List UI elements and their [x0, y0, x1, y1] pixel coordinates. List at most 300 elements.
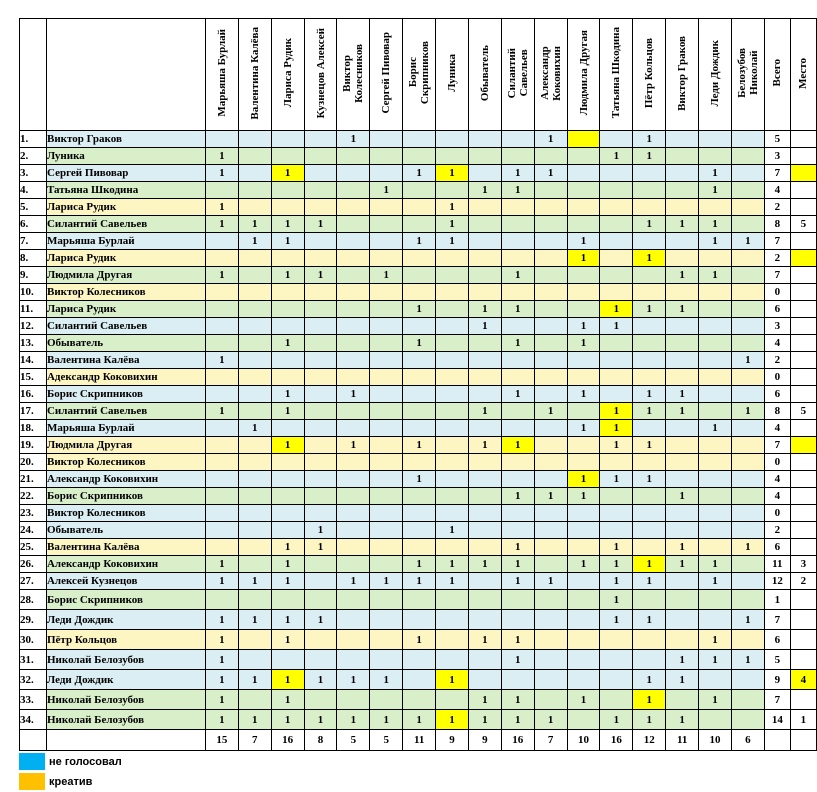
vote-cell: 1: [205, 148, 238, 165]
row-total: 7: [764, 233, 790, 250]
column-total: 7: [238, 730, 271, 751]
vote-cell: [468, 369, 501, 386]
vote-cell: 1: [666, 539, 699, 556]
vote-cell: [238, 403, 271, 420]
vote-cell: [304, 573, 337, 590]
vote-cell: 1: [271, 630, 304, 650]
row-name: Адександр Коковихин: [46, 369, 205, 386]
vote-cell: [271, 488, 304, 505]
row-place: [790, 318, 816, 335]
vote-cell: 1: [567, 386, 600, 403]
vote-cell: [238, 690, 271, 710]
vote-cell: [501, 522, 534, 539]
vote-cell: [468, 610, 501, 630]
vote-cell: [699, 610, 732, 630]
vote-cell: [304, 284, 337, 301]
table-row: [20, 610, 817, 630]
row-name: Пётр Кольцов: [46, 630, 205, 650]
vote-cell: 1: [304, 670, 337, 690]
vote-cell: 1: [403, 573, 436, 590]
vote-cell: [271, 454, 304, 471]
row-name: Николай Белозубов: [46, 690, 205, 710]
vote-cell: 1: [271, 216, 304, 233]
vote-cell: 1: [699, 573, 732, 590]
column-total: 9: [436, 730, 469, 751]
vote-cell: 1: [271, 556, 304, 573]
vote-cell: [567, 182, 600, 199]
vote-cell: 1: [666, 556, 699, 573]
column-total: 15: [205, 730, 238, 751]
vote-cell: [501, 454, 534, 471]
row-total: 2: [764, 250, 790, 267]
vote-cell: 1: [403, 630, 436, 650]
vote-cell: 1: [271, 267, 304, 284]
vote-cell: 1: [205, 403, 238, 420]
table-row: [20, 284, 817, 301]
row-total: 7: [764, 437, 790, 454]
vote-cell: [468, 284, 501, 301]
vote-cell: 1: [666, 301, 699, 318]
table-row: [20, 556, 817, 573]
row-name: Силантий Савельев: [46, 216, 205, 233]
vote-cell: 1: [436, 670, 469, 690]
vote-cell: [205, 301, 238, 318]
vote-cell: [731, 318, 764, 335]
vote-cell: 1: [271, 573, 304, 590]
vote-cell: 1: [403, 710, 436, 730]
vote-cell: [304, 182, 337, 199]
vote-cell: [304, 250, 337, 267]
totals-blank: [764, 730, 790, 751]
column-header-label: Кузнецов Алексей: [314, 27, 327, 119]
row-place: [790, 539, 816, 556]
vote-cell: [731, 216, 764, 233]
vote-cell: 1: [370, 267, 403, 284]
vote-cell: 1: [370, 573, 403, 590]
column-header-label: Марьяша Бурлай: [215, 29, 228, 117]
vote-cell: [600, 131, 633, 148]
vote-cell: [699, 403, 732, 420]
table-row: [20, 573, 817, 590]
vote-cell: 1: [238, 610, 271, 630]
vote-cell: [567, 505, 600, 522]
vote-cell: 1: [271, 233, 304, 250]
vote-cell: [403, 610, 436, 630]
vote-cell: 1: [567, 335, 600, 352]
row-place: [790, 148, 816, 165]
vote-cell: [567, 165, 600, 182]
row-name: Алексей Кузнецов: [46, 573, 205, 590]
vote-cell: 1: [633, 610, 666, 630]
row-place: 3: [790, 556, 816, 573]
vote-cell: [238, 165, 271, 182]
row-place: [790, 630, 816, 650]
column-header: [468, 19, 501, 131]
vote-cell: [436, 182, 469, 199]
row-place: 4: [790, 670, 816, 690]
vote-cell: [304, 148, 337, 165]
vote-cell: [370, 488, 403, 505]
vote-cell: 1: [271, 403, 304, 420]
vote-cell: 1: [633, 131, 666, 148]
column-header-label: Пётр Кольцов: [643, 37, 656, 109]
legend-swatch-blue: [19, 753, 45, 770]
vote-cell: [403, 522, 436, 539]
vote-cell: [205, 488, 238, 505]
row-number: 8.: [20, 250, 47, 267]
vote-cell: [304, 437, 337, 454]
column-header-label: Леди Дождик: [709, 39, 722, 107]
table-row: [20, 386, 817, 403]
vote-cell: [205, 369, 238, 386]
vote-cell: [600, 650, 633, 670]
vote-cell: [567, 301, 600, 318]
vote-cell: 1: [633, 148, 666, 165]
vote-cell: [567, 352, 600, 369]
vote-cell: [468, 420, 501, 437]
row-place: [790, 131, 816, 148]
vote-cell: [436, 250, 469, 267]
column-total: 12: [633, 730, 666, 751]
row-total: 0: [764, 284, 790, 301]
vote-cell: [403, 454, 436, 471]
vote-cell: 1: [271, 690, 304, 710]
voting-table-container: [19, 18, 817, 751]
vote-cell: 1: [600, 437, 633, 454]
vote-cell: 1: [666, 386, 699, 403]
vote-cell: [567, 267, 600, 284]
vote-cell: 1: [205, 199, 238, 216]
column-header: [633, 19, 666, 131]
vote-cell: [501, 352, 534, 369]
vote-cell: [501, 590, 534, 610]
row-total: 7: [764, 165, 790, 182]
row-number: 13.: [20, 335, 47, 352]
vote-cell: [337, 369, 370, 386]
vote-cell: 1: [271, 335, 304, 352]
vote-cell: 1: [567, 488, 600, 505]
vote-cell: [567, 539, 600, 556]
vote-cell: [370, 590, 403, 610]
vote-cell: [403, 690, 436, 710]
vote-cell: [304, 556, 337, 573]
column-header-label: Александр Коковихин: [538, 45, 563, 101]
row-place: [790, 250, 816, 267]
row-total: 4: [764, 488, 790, 505]
vote-cell: [699, 199, 732, 216]
vote-cell: [567, 522, 600, 539]
vote-cell: [666, 690, 699, 710]
vote-cell: 1: [666, 488, 699, 505]
vote-cell: 1: [501, 165, 534, 182]
column-header-label: Обыватель: [478, 44, 491, 102]
vote-cell: [205, 250, 238, 267]
vote-cell: 1: [304, 216, 337, 233]
vote-cell: [337, 505, 370, 522]
vote-cell: [468, 199, 501, 216]
vote-cell: [534, 233, 567, 250]
table-row: [20, 165, 817, 182]
row-place: 5: [790, 216, 816, 233]
vote-cell: [468, 471, 501, 488]
vote-cell: [731, 590, 764, 610]
column-header-label: Сергей Пивовар: [380, 32, 393, 114]
vote-cell: [501, 610, 534, 630]
vote-cell: [731, 267, 764, 284]
legend-item-creative: [19, 772, 122, 791]
row-name: Татьяна Шкодина: [46, 182, 205, 199]
vote-cell: 1: [468, 630, 501, 650]
vote-cell: [337, 318, 370, 335]
vote-cell: [337, 556, 370, 573]
vote-cell: [699, 437, 732, 454]
vote-cell: [271, 505, 304, 522]
vote-cell: [567, 148, 600, 165]
vote-cell: 1: [403, 437, 436, 454]
vote-cell: [534, 335, 567, 352]
vote-cell: [436, 301, 469, 318]
row-number: 7.: [20, 233, 47, 250]
vote-cell: [731, 131, 764, 148]
vote-cell: [699, 505, 732, 522]
vote-cell: [731, 670, 764, 690]
vote-cell: [370, 335, 403, 352]
column-total: 16: [501, 730, 534, 751]
vote-cell: [238, 318, 271, 335]
vote-cell: 1: [436, 165, 469, 182]
vote-cell: [633, 590, 666, 610]
row-place: [790, 420, 816, 437]
row-number: 29.: [20, 610, 47, 630]
vote-cell: [205, 182, 238, 199]
vote-cell: [666, 573, 699, 590]
vote-cell: [468, 148, 501, 165]
vote-cell: [567, 454, 600, 471]
vote-cell: [337, 650, 370, 670]
vote-cell: [534, 250, 567, 267]
vote-cell: [633, 352, 666, 369]
vote-cell: [731, 556, 764, 573]
vote-cell: [633, 522, 666, 539]
vote-cell: [468, 352, 501, 369]
vote-cell: [666, 199, 699, 216]
vote-cell: [699, 284, 732, 301]
vote-cell: 1: [600, 301, 633, 318]
row-place: [790, 471, 816, 488]
row-number: 30.: [20, 630, 47, 650]
vote-cell: [633, 369, 666, 386]
vote-cell: 1: [534, 165, 567, 182]
row-place: [790, 610, 816, 630]
vote-cell: 1: [468, 403, 501, 420]
vote-cell: [436, 590, 469, 610]
vote-cell: [238, 199, 271, 216]
column-header: [699, 19, 732, 131]
vote-cell: 1: [468, 301, 501, 318]
vote-cell: 1: [699, 650, 732, 670]
vote-cell: [337, 420, 370, 437]
vote-cell: [468, 216, 501, 233]
vote-cell: 1: [633, 386, 666, 403]
column-header: [238, 19, 271, 131]
vote-cell: [271, 199, 304, 216]
vote-cell: [666, 335, 699, 352]
vote-cell: [567, 670, 600, 690]
column-header: [436, 19, 469, 131]
vote-cell: [304, 352, 337, 369]
row-number: 2.: [20, 148, 47, 165]
vote-cell: [205, 437, 238, 454]
vote-cell: 1: [468, 690, 501, 710]
vote-cell: [271, 352, 304, 369]
row-number: 11.: [20, 301, 47, 318]
vote-cell: 1: [205, 352, 238, 369]
vote-cell: [304, 403, 337, 420]
vote-cell: [633, 165, 666, 182]
vote-cell: [238, 386, 271, 403]
row-total: 4: [764, 182, 790, 199]
vote-cell: [731, 630, 764, 650]
vote-cell: 1: [567, 690, 600, 710]
vote-cell: [403, 148, 436, 165]
vote-cell: [238, 250, 271, 267]
vote-cell: [468, 454, 501, 471]
vote-cell: [304, 590, 337, 610]
vote-cell: 1: [731, 539, 764, 556]
vote-cell: [436, 610, 469, 630]
vote-cell: [238, 284, 271, 301]
vote-cell: [534, 522, 567, 539]
vote-cell: [633, 539, 666, 556]
row-number: 21.: [20, 471, 47, 488]
column-header-label: Лариса Рудик: [281, 38, 294, 108]
vote-cell: [534, 690, 567, 710]
vote-cell: [633, 267, 666, 284]
vote-cell: 1: [600, 420, 633, 437]
row-total: 4: [764, 420, 790, 437]
vote-cell: [205, 335, 238, 352]
column-header-label: Валентина Калёва: [248, 26, 261, 120]
vote-cell: 1: [600, 610, 633, 630]
vote-cell: 1: [600, 590, 633, 610]
vote-cell: 1: [205, 267, 238, 284]
row-name: Виктор Колесников: [46, 454, 205, 471]
vote-cell: [468, 539, 501, 556]
vote-cell: 1: [337, 670, 370, 690]
vote-cell: [468, 250, 501, 267]
vote-cell: 1: [205, 216, 238, 233]
row-total: 0: [764, 369, 790, 386]
vote-cell: [436, 539, 469, 556]
row-total: 3: [764, 148, 790, 165]
vote-cell: [699, 539, 732, 556]
vote-cell: 1: [699, 233, 732, 250]
vote-cell: [205, 471, 238, 488]
vote-cell: [534, 352, 567, 369]
vote-cell: 1: [600, 556, 633, 573]
vote-cell: [666, 148, 699, 165]
vote-cell: [501, 403, 534, 420]
vote-cell: 1: [436, 710, 469, 730]
vote-cell: [501, 318, 534, 335]
vote-cell: [337, 690, 370, 710]
vote-cell: [205, 318, 238, 335]
vote-cell: 1: [238, 420, 271, 437]
vote-cell: [271, 650, 304, 670]
table-row: [20, 539, 817, 556]
vote-cell: [271, 301, 304, 318]
column-header-total: [764, 19, 790, 131]
vote-cell: [238, 267, 271, 284]
vote-cell: [337, 148, 370, 165]
vote-cell: [731, 488, 764, 505]
column-total: 16: [271, 730, 304, 751]
row-name: Марьяша Бурлай: [46, 233, 205, 250]
vote-cell: [501, 471, 534, 488]
vote-cell: [501, 420, 534, 437]
vote-cell: 1: [205, 670, 238, 690]
vote-cell: [403, 420, 436, 437]
vote-cell: [238, 301, 271, 318]
vote-cell: [403, 131, 436, 148]
vote-cell: 1: [271, 610, 304, 630]
vote-cell: [666, 630, 699, 650]
column-header-label: Татьяна Шкодина: [610, 27, 623, 119]
vote-cell: [567, 369, 600, 386]
row-name: Людмила Другая: [46, 267, 205, 284]
table-row: [20, 233, 817, 250]
row-total: 0: [764, 505, 790, 522]
vote-cell: [205, 590, 238, 610]
vote-cell: [238, 630, 271, 650]
column-header-label: Виктор Колесников: [341, 43, 366, 103]
vote-cell: [633, 318, 666, 335]
vote-cell: [238, 505, 271, 522]
vote-cell: [666, 352, 699, 369]
vote-cell: [436, 471, 469, 488]
row-total: 4: [764, 471, 790, 488]
vote-cell: [633, 182, 666, 199]
vote-cell: [370, 522, 403, 539]
vote-cell: [403, 318, 436, 335]
vote-cell: [501, 233, 534, 250]
row-name: Николай Белозубов: [46, 710, 205, 730]
row-total: 6: [764, 386, 790, 403]
vote-cell: [304, 233, 337, 250]
vote-cell: 1: [501, 182, 534, 199]
vote-cell: [600, 488, 633, 505]
vote-cell: [567, 573, 600, 590]
vote-cell: [337, 267, 370, 284]
vote-cell: [699, 369, 732, 386]
column-header: [666, 19, 699, 131]
vote-cell: 1: [238, 216, 271, 233]
row-name: Силантий Савельев: [46, 318, 205, 335]
vote-cell: [370, 369, 403, 386]
vote-cell: [699, 386, 732, 403]
column-header: [205, 19, 238, 131]
vote-cell: [699, 471, 732, 488]
vote-cell: [436, 650, 469, 670]
vote-cell: [205, 233, 238, 250]
vote-cell: [600, 335, 633, 352]
row-name: Борис Скрипников: [46, 488, 205, 505]
vote-cell: 1: [731, 403, 764, 420]
vote-cell: 1: [666, 216, 699, 233]
vote-cell: [633, 284, 666, 301]
vote-cell: [666, 471, 699, 488]
vote-cell: [370, 318, 403, 335]
